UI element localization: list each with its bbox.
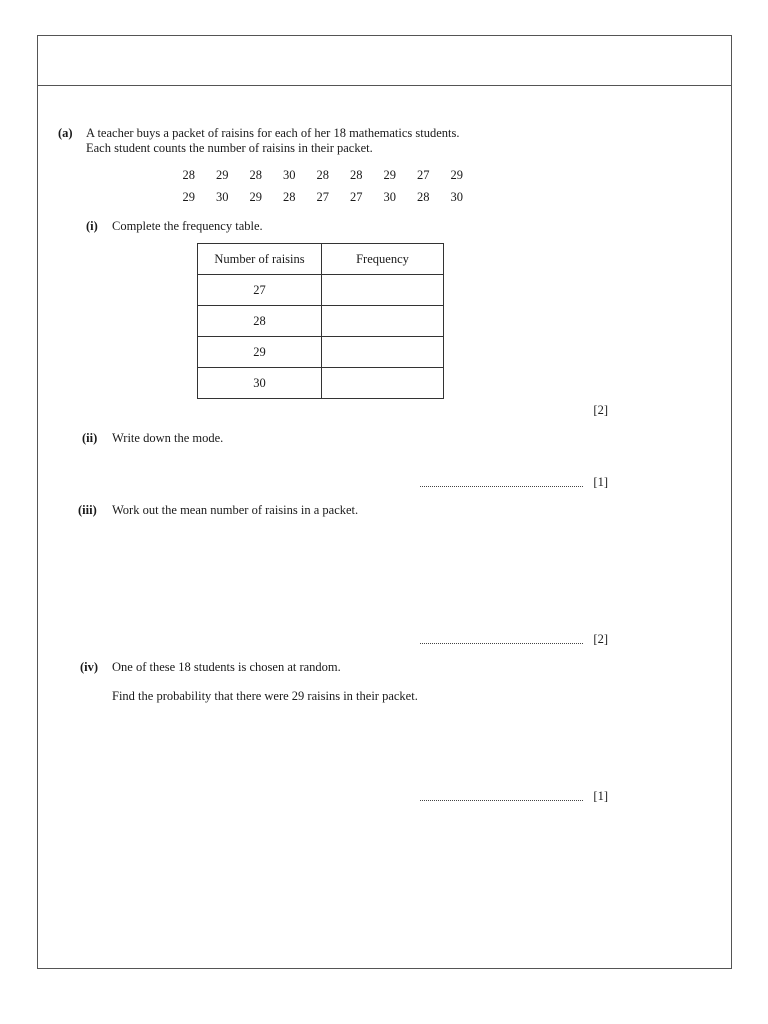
data-value: 27 bbox=[417, 168, 430, 182]
data-value: 30 bbox=[450, 190, 463, 204]
data-value: 29 bbox=[216, 168, 229, 182]
data-value: 30 bbox=[216, 190, 229, 204]
data-value: 29 bbox=[383, 168, 396, 182]
part-iv-label: (iv) bbox=[80, 660, 99, 674]
raisins-value: 27 bbox=[198, 275, 322, 306]
data-value: 28 bbox=[350, 168, 363, 182]
part-ii-answer-line[interactable] bbox=[420, 486, 583, 487]
part-ii-marks: [1] bbox=[593, 475, 608, 489]
part-i-marks: [2] bbox=[593, 403, 608, 417]
part-ii-text: Write down the mode. bbox=[112, 431, 224, 445]
part-iii-text: Work out the mean number of raisins in a packet. bbox=[112, 503, 359, 517]
data-value: 27 bbox=[316, 190, 329, 204]
intro-line-2: Each student counts the number of raisins in their packet. bbox=[86, 141, 373, 155]
data-value: 29 bbox=[182, 190, 195, 204]
part-i-label: (i) bbox=[86, 219, 98, 233]
part-iv-text-2: Find the probability that there were 29 raisins in their packet. bbox=[112, 689, 418, 703]
raisins-value: 30 bbox=[198, 368, 322, 399]
part-i-text: Complete the frequency table. bbox=[112, 219, 263, 233]
part-iii-marks: [2] bbox=[593, 632, 608, 646]
table-row bbox=[198, 337, 444, 368]
raisins-value: 29 bbox=[198, 337, 322, 368]
intro-line-1: A teacher buys a packet of raisins for each of her 18 mathematics students. bbox=[86, 126, 460, 140]
data-row-1 bbox=[172, 168, 474, 183]
raisins-value: 28 bbox=[198, 306, 322, 337]
part-iii-answer-line[interactable] bbox=[420, 643, 583, 644]
frequency-answer-cell[interactable] bbox=[322, 368, 444, 399]
data-value: 29 bbox=[450, 168, 463, 182]
data-row-2 bbox=[172, 190, 474, 205]
part-iv-answer-line[interactable] bbox=[420, 800, 583, 801]
header-divider bbox=[37, 85, 732, 86]
table-row bbox=[198, 306, 444, 337]
data-value: 27 bbox=[350, 190, 363, 204]
part-iv-text-1: One of these 18 students is chosen at random. bbox=[112, 660, 341, 674]
data-value: 28 bbox=[249, 168, 262, 182]
part-ii-label: (ii) bbox=[82, 431, 98, 445]
data-value: 29 bbox=[249, 190, 262, 204]
data-value: 28 bbox=[417, 190, 430, 204]
table-row bbox=[198, 368, 444, 399]
part-a-label: (a) bbox=[58, 126, 73, 140]
table-row bbox=[198, 275, 444, 306]
data-value: 28 bbox=[182, 168, 195, 182]
column-header-frequency: Frequency bbox=[322, 244, 444, 275]
data-value: 30 bbox=[283, 168, 296, 182]
frequency-answer-cell[interactable] bbox=[322, 337, 444, 368]
frequency-table bbox=[197, 243, 444, 399]
data-value: 28 bbox=[316, 168, 329, 182]
part-iv-marks: [1] bbox=[593, 789, 608, 803]
column-header-raisins: Number of raisins bbox=[198, 244, 322, 275]
data-value: 28 bbox=[283, 190, 296, 204]
frequency-answer-cell[interactable] bbox=[322, 275, 444, 306]
table-header-row bbox=[198, 244, 444, 275]
data-value: 30 bbox=[383, 190, 396, 204]
part-iii-label: (iii) bbox=[78, 503, 97, 517]
frequency-answer-cell[interactable] bbox=[322, 306, 444, 337]
